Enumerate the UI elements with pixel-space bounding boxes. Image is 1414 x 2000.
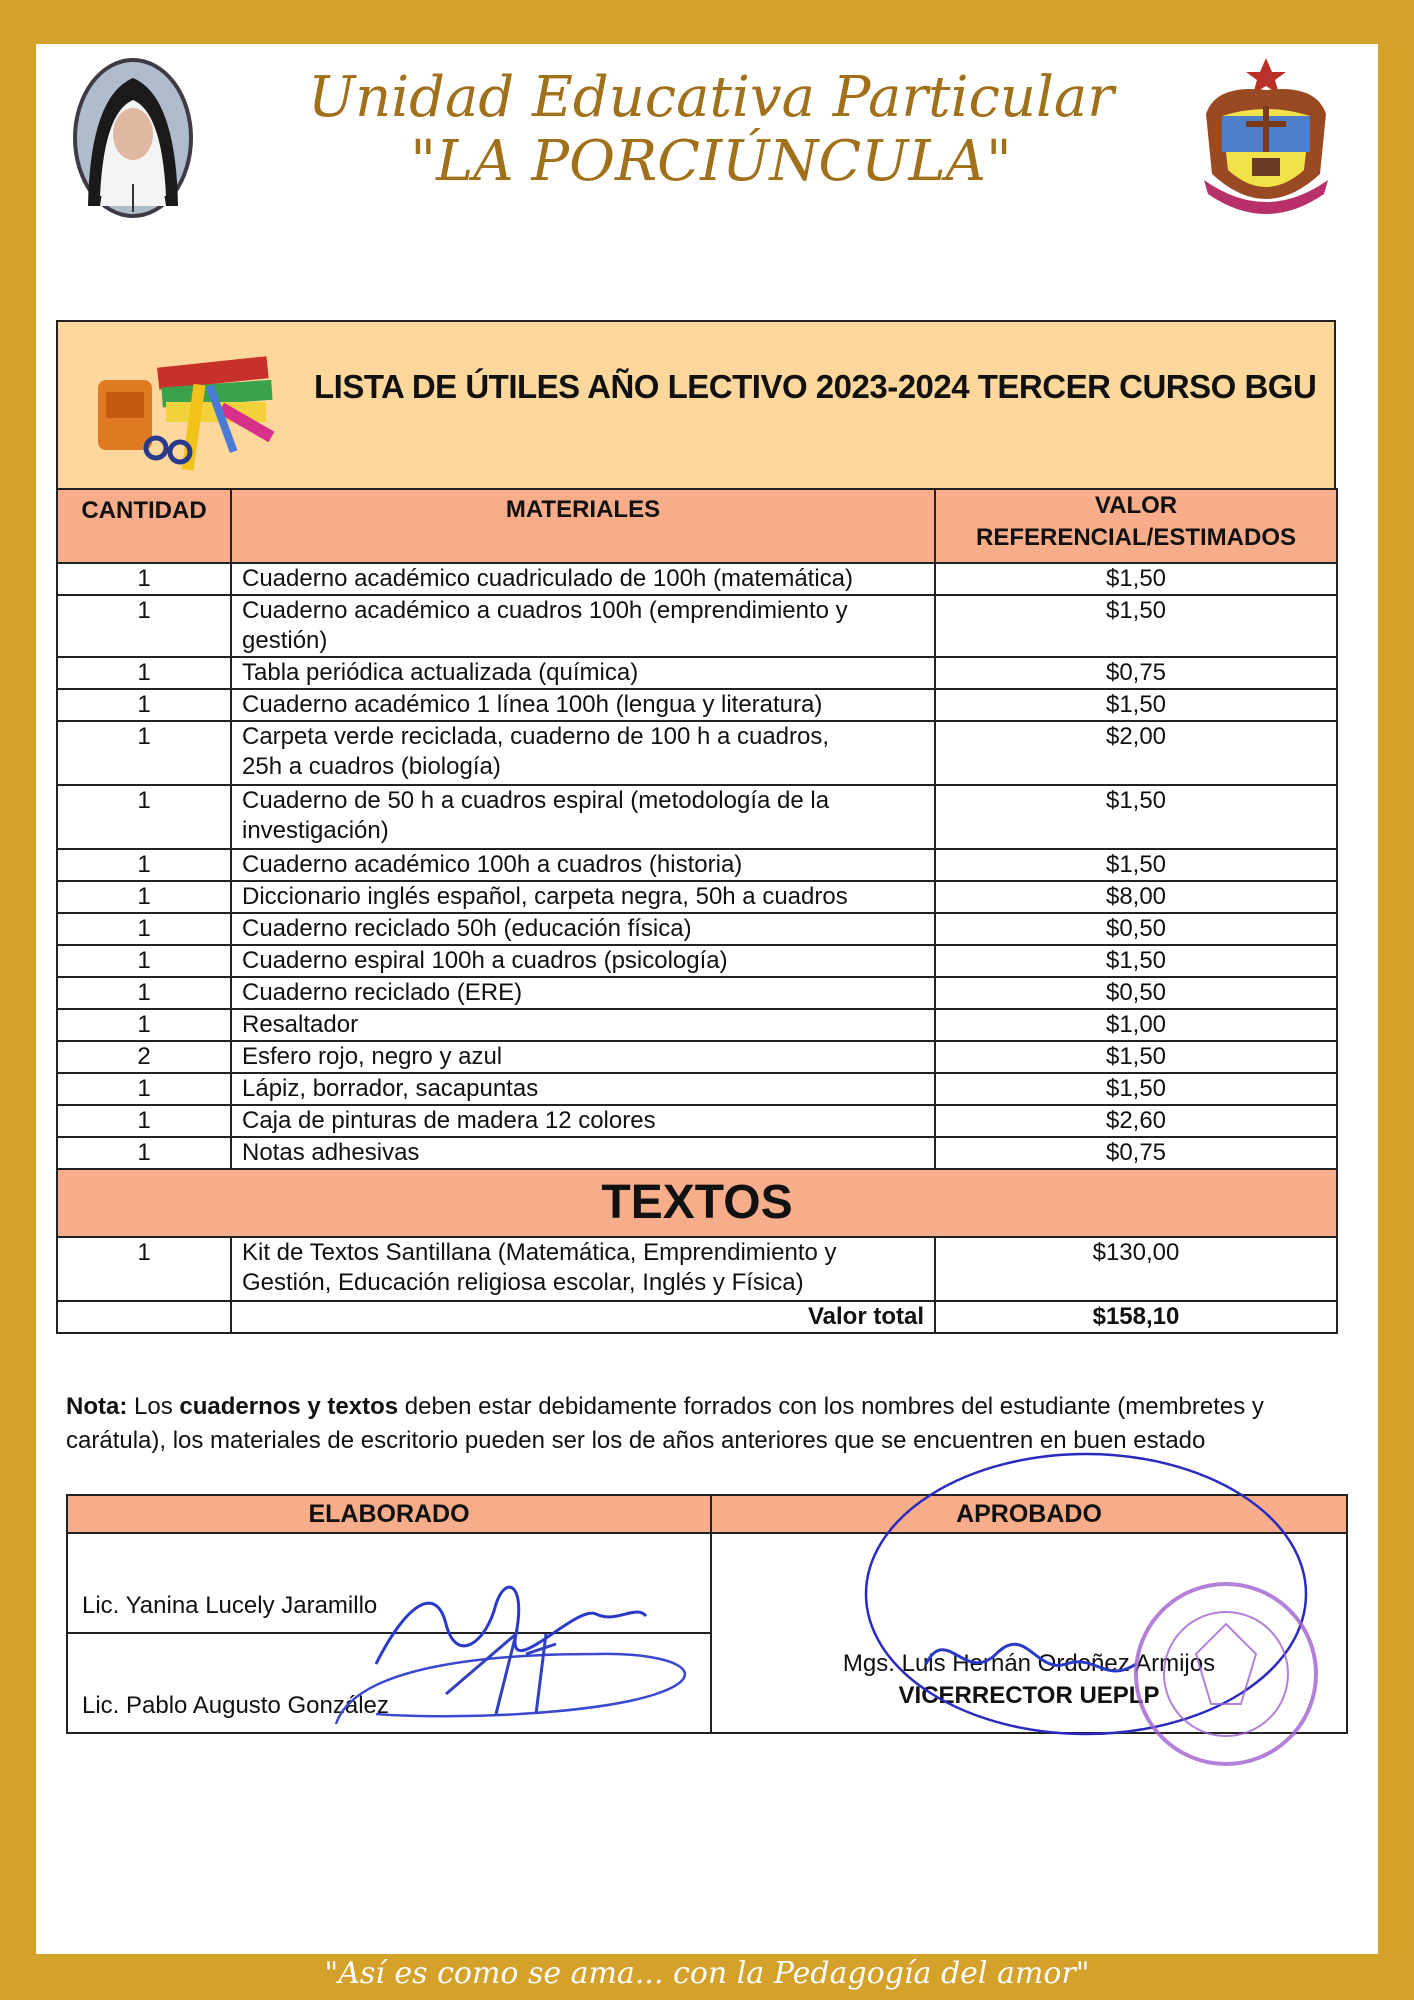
item-qty: 2 xyxy=(57,1041,231,1073)
item-qty: 1 xyxy=(57,977,231,1009)
item-material: Tabla periódica actualizada (química) xyxy=(231,657,935,689)
table-row xyxy=(57,689,1337,721)
signer-cell xyxy=(67,1633,711,1733)
founder-portrait-icon xyxy=(70,56,196,220)
table-row xyxy=(57,945,1337,977)
item-value: $0,75 xyxy=(935,657,1337,689)
header-quantity xyxy=(57,489,231,563)
table-row xyxy=(57,721,1337,785)
item-qty: 1 xyxy=(57,689,231,721)
table-row xyxy=(57,657,1337,689)
item-value: $1,50 xyxy=(935,849,1337,881)
note-text-b: deben estar debidamente forrados con los nombres del estudiante (membretes y carátula), los materiales de escritorio pueden ser los de años anteriores que se encuentren en buen estado xyxy=(66,1393,1264,1454)
item-value: $130,00 xyxy=(935,1237,1337,1301)
total-row xyxy=(57,1301,1337,1333)
header-value-line1: VALOR xyxy=(1094,492,1178,519)
item-material: Cuaderno académico cuadriculado de 100h (matemática) xyxy=(231,563,935,595)
item-qty: 1 xyxy=(57,1137,231,1169)
item-qty: 1 xyxy=(57,1105,231,1137)
aprobado-heading: APROBADO xyxy=(711,1495,1347,1533)
table-row xyxy=(57,1073,1337,1105)
item-qty: 1 xyxy=(57,881,231,913)
item-value: $2,60 xyxy=(935,1105,1337,1137)
header-quantity-label: CANTIDAD xyxy=(81,497,207,524)
approver-role: VICERRECTOR UEPLP xyxy=(898,1682,1160,1709)
school-crest-icon xyxy=(1196,54,1336,226)
item-value: $1,50 xyxy=(935,563,1337,595)
school-supplies-icon xyxy=(92,344,282,474)
note-label: Nota: xyxy=(66,1393,128,1420)
school-name-line1: Unidad Educativa Particular xyxy=(307,65,1115,130)
total-label: Valor total xyxy=(231,1301,935,1333)
table-row xyxy=(57,785,1337,849)
item-material: Cuaderno académico 100h a cuadros (historia) xyxy=(231,849,935,881)
list-header xyxy=(56,320,1336,490)
list-title: LISTA DE ÚTILES AÑO LECTIVO 2023-2024 TERCER CURSO BGU xyxy=(314,368,1317,405)
signer-name: Lic. Pablo Augusto González xyxy=(82,1692,389,1719)
item-qty: 1 xyxy=(57,657,231,689)
item-value: $1,50 xyxy=(935,945,1337,977)
item-value: $8,00 xyxy=(935,881,1337,913)
footer-quote: "Así es como se ama... con la Pedagogía del amor" xyxy=(324,1956,1090,1991)
signer-cell xyxy=(67,1533,711,1633)
signer-name: Lic. Yanina Lucely Jaramillo xyxy=(82,1592,378,1619)
textos-heading: TEXTOS xyxy=(57,1169,1337,1237)
header-materials-label: MATERIALES xyxy=(505,496,661,523)
table-row xyxy=(57,1105,1337,1137)
item-material: Caja de pinturas de madera 12 colores xyxy=(231,1105,935,1137)
item-qty: 1 xyxy=(57,721,231,785)
item-qty: 1 xyxy=(57,945,231,977)
note-text-a: Los xyxy=(127,1393,180,1420)
item-qty: 1 xyxy=(57,785,231,849)
item-qty: 1 xyxy=(57,1237,231,1301)
table-row xyxy=(57,1041,1337,1073)
item-value: $1,50 xyxy=(935,595,1337,657)
supplies-table xyxy=(56,488,1338,1334)
item-value: $1,50 xyxy=(935,1073,1337,1105)
note-text-bold: cuadernos y textos xyxy=(179,1393,399,1420)
item-material: Cuaderno académico 1 línea 100h (lengua y literatura) xyxy=(231,689,935,721)
school-name-line2: "LA PORCIÚNCULA" xyxy=(410,129,1012,194)
item-material: Lápiz, borrador, sacapuntas xyxy=(231,1073,935,1105)
item-material: Diccionario inglés español, carpeta negra, 50h a cuadros xyxy=(231,881,935,913)
item-material: Cuaderno reciclado 50h (educación física) xyxy=(231,913,935,945)
signature-table xyxy=(66,1494,1348,1734)
item-value: $1,50 xyxy=(935,785,1337,849)
table-row xyxy=(57,913,1337,945)
table-row xyxy=(57,1009,1337,1041)
header-materials xyxy=(231,489,935,563)
item-value: $1,50 xyxy=(935,689,1337,721)
header-value-line2: REFERENCIAL/ESTIMADOS xyxy=(975,524,1296,551)
table-row xyxy=(57,1137,1337,1169)
item-value: $2,00 xyxy=(935,721,1337,785)
item-qty: 1 xyxy=(57,595,231,657)
item-material: Notas adhesivas xyxy=(231,1137,935,1169)
total-value: $158,10 xyxy=(935,1301,1337,1333)
item-material: Esfero rojo, negro y azul xyxy=(231,1041,935,1073)
approver-name: Mgs. Luis Hernán Ordoñez Armijos xyxy=(842,1650,1216,1677)
item-value: $0,50 xyxy=(935,913,1337,945)
item-material: Kit de Textos Santillana (Matemática, Emprendimiento y Gestión, Educación religiosa escolar, Inglés y Física) xyxy=(231,1237,935,1301)
item-qty: 1 xyxy=(57,913,231,945)
school-name xyxy=(226,66,1196,194)
item-qty: 1 xyxy=(57,563,231,595)
item-value: $1,50 xyxy=(935,1041,1337,1073)
item-value: $0,50 xyxy=(935,977,1337,1009)
item-material: Carpeta verde reciclada, cuaderno de 100 h a cuadros, 25h a cuadros (biología) xyxy=(231,721,935,785)
table-row xyxy=(57,849,1337,881)
table-row xyxy=(57,977,1337,1009)
item-qty: 1 xyxy=(57,849,231,881)
table-row xyxy=(57,563,1337,595)
item-material: Cuaderno académico a cuadros 100h (emprendimiento y gestión) xyxy=(231,595,935,657)
table-row xyxy=(57,881,1337,913)
item-value: $1,00 xyxy=(935,1009,1337,1041)
item-value: $0,75 xyxy=(935,1137,1337,1169)
item-material: Cuaderno espiral 100h a cuadros (psicología) xyxy=(231,945,935,977)
document-page xyxy=(36,44,1378,1954)
approver-cell xyxy=(711,1533,1347,1733)
textos-heading-row xyxy=(57,1169,1337,1237)
item-qty: 1 xyxy=(57,1009,231,1041)
note-paragraph xyxy=(66,1390,1356,1458)
table-row xyxy=(57,1237,1337,1301)
header-value xyxy=(935,489,1337,563)
item-qty: 1 xyxy=(57,1073,231,1105)
item-material: Cuaderno de 50 h a cuadros espiral (metodología de la investigación) xyxy=(231,785,935,849)
item-material: Cuaderno reciclado (ERE) xyxy=(231,977,935,1009)
table-row xyxy=(57,595,1337,657)
item-material: Resaltador xyxy=(231,1009,935,1041)
elaborado-heading: ELABORADO xyxy=(67,1495,711,1533)
